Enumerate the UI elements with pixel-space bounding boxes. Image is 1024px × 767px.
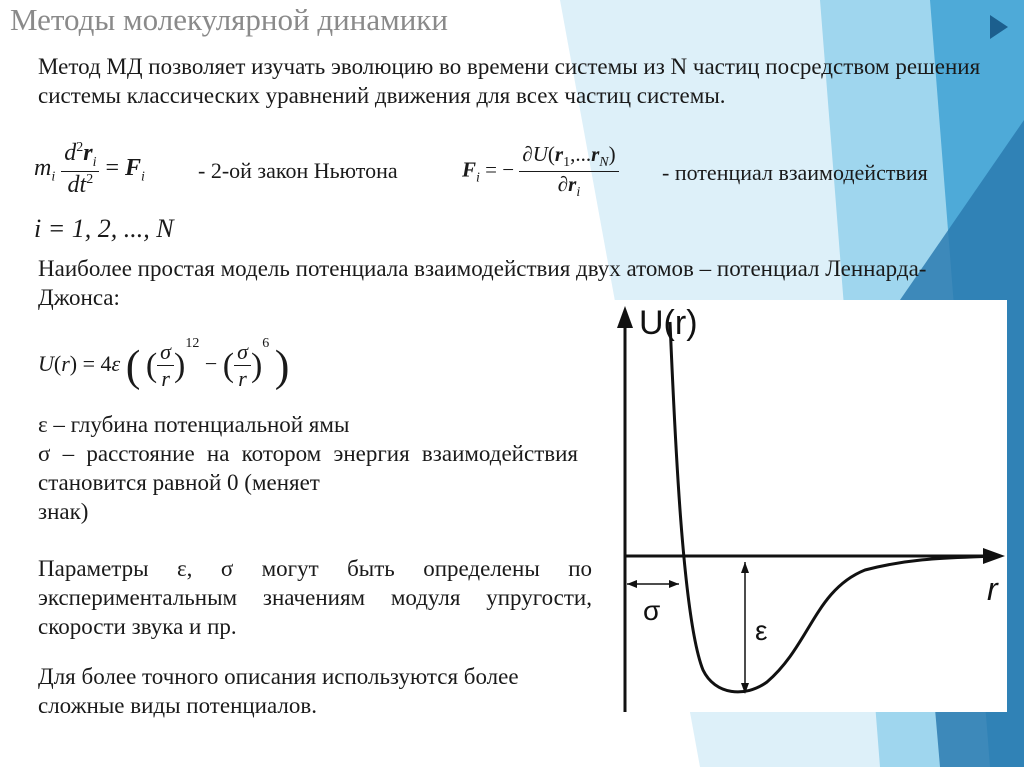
sigma-arrow-left-icon — [627, 580, 637, 588]
lennard-jones-graph — [595, 300, 1007, 712]
definitions-block — [38, 410, 578, 526]
x-axis-label: r — [987, 571, 998, 607]
lennard-jones-formula: U(r) = 4ε ( ( $\frac{\sigma}{r}$ )$^{12}$ − ( $\frac{\sigma}{r}$ )$^6$ ) — [38, 336, 290, 392]
epsilon-definition: ε – глубина потенциальной ямы — [38, 412, 350, 437]
newton-formula: $m_i$ $\frac{d^2r_i}{dt^2}$ = $F_i$ — [34, 140, 145, 198]
sigma-arrow-right-icon — [669, 580, 679, 588]
intro-text: Метод МД позволяет изучать эволюцию во времени системы из N частиц посредством решения системы классических уравнений движения для всех частиц системы. — [38, 54, 981, 108]
index-range: i = 1, 2, ..., N — [34, 214, 174, 243]
parameters-paragraph: Параметры ε, σ могут быть определены по экспериментальным значениям модуля упругости, скорости звука и пр. — [38, 556, 592, 639]
force-formula: $F_i$ = − $\frac{\partial U(r_1,...r_N)}{\partial r_i}$ — [462, 142, 619, 201]
sigma-definition-line2: знак) — [38, 499, 89, 524]
newton-description: - 2-ой закон Ньютона — [198, 158, 398, 183]
intro-paragraph — [38, 52, 998, 110]
lj-intro-text: Наиболее простая модель потенциала взаимодействия двух атомов – потенциал Леннарда-Джонса: — [38, 256, 927, 310]
y-axis-label: U(r) — [639, 304, 698, 342]
sigma-definition-line1: σ – расстояние на котором энергия взаимодействия становится равной 0 (меняет — [38, 441, 578, 495]
potential-description: - потенциал взаимодействия — [662, 160, 928, 185]
potential-curve — [670, 322, 995, 692]
epsilon-label: ε — [755, 615, 768, 646]
y-axis-arrow-icon — [617, 306, 633, 328]
sigma-label: σ — [643, 595, 661, 626]
slide-title: Методы молекулярной динамики — [10, 2, 448, 37]
complex-potentials-paragraph: Для более точного описания используются более сложные виды потенциалов. — [38, 664, 519, 718]
epsilon-arrow-up-icon — [741, 562, 749, 573]
